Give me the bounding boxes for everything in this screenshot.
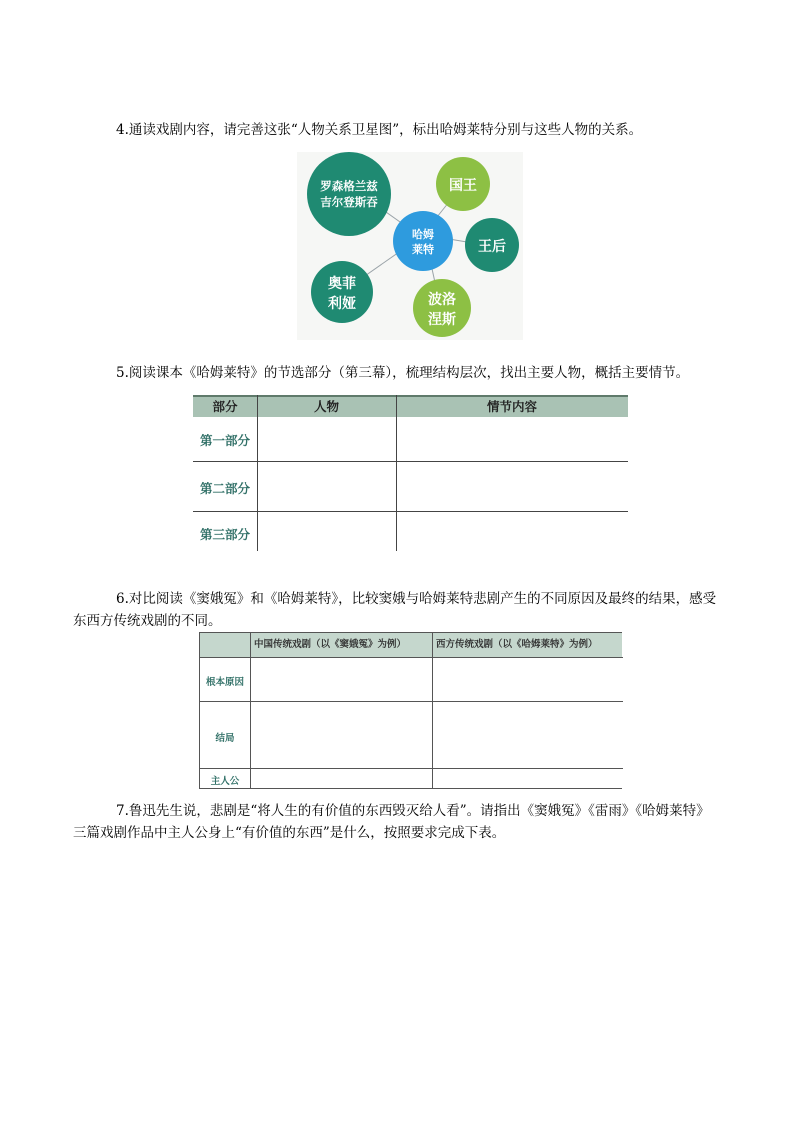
table1-header-part: 部分 — [193, 395, 257, 417]
question-5: 5.阅读课本《哈姆莱特》的节选部分（第三幕），梳理结构层次，找出主要人物，概括主要情节。 — [116, 365, 690, 381]
node-circle-0 — [307, 152, 391, 236]
node-rosencrantz-guildenstern — [307, 152, 391, 236]
question-6: 6.对比阅读《窦娥冤》和《哈姆莱特》，比较窦娥与哈姆莱特悲剧产生的不同原因及最终的结果，感受东西方传统戏剧的不同。 — [73, 591, 717, 629]
svg-text:奥菲: 奥菲 — [328, 276, 356, 292]
svg-text:利娅: 利娅 — [328, 296, 356, 312]
svg-text:涅斯: 涅斯 — [428, 312, 456, 328]
node-queen — [465, 218, 519, 272]
table2-header-western-drama: 西方传统戏剧（以《哈姆莱特》为例） — [432, 633, 622, 657]
svg-text:国王: 国王 — [449, 178, 477, 194]
table1-row-label: 第二部分 — [199, 481, 250, 496]
table1-row-label: 第一部分 — [199, 433, 250, 448]
table1-cell-characters-3[interactable] — [258, 512, 395, 551]
table2-cell-chinese-cause[interactable] — [251, 658, 431, 700]
question-4: 4.通读戏剧内容，请完善这张“人物关系卫星图”，标出哈姆莱特分别与这些人物的关系。 — [116, 122, 643, 138]
structure-table — [193, 395, 628, 551]
table1-header-characters: 人物 — [257, 395, 396, 417]
table1-cell-characters-1[interactable] — [258, 417, 395, 460]
table1-cell-plot-2[interactable] — [397, 462, 628, 510]
svg-text:莱特: 莱特 — [412, 243, 434, 256]
question-7: 7.鲁迅先生说，悲剧是“将人生的有价值的东西毁灭给人看”。请指出《窦娥冤》《雷雨》《哈姆莱特》三篇戏剧作品中主人公身上“有价值的东西”是什么，按照要求完成下表。 — [73, 803, 710, 841]
table2-cell-western-protagonist[interactable] — [433, 769, 622, 788]
svg-text:哈姆: 哈姆 — [412, 228, 434, 241]
table1-cell-plot-1[interactable] — [397, 417, 628, 460]
table2-header-blank — [200, 633, 250, 657]
table1-row-label: 第三部分 — [199, 527, 250, 542]
table2-cell-western-cause[interactable] — [433, 658, 622, 700]
table2-row-label: 主人公 — [210, 776, 240, 787]
table2-cell-chinese-ending[interactable] — [251, 702, 431, 767]
relationship-satellite-diagram — [297, 152, 523, 340]
table2-cell-western-ending[interactable] — [433, 702, 622, 767]
comparison-table — [199, 632, 622, 789]
node-polonius — [413, 279, 471, 337]
svg-text:罗森格兰兹: 罗森格兰兹 — [320, 179, 378, 193]
node-king — [436, 157, 490, 211]
node-ophelia — [311, 261, 373, 323]
table1-header-plot: 情节内容 — [396, 395, 628, 417]
table2-header-chinese-drama: 中国传统戏剧（以《窦娥冤》为例） — [250, 633, 432, 657]
table2-row-label: 结局 — [215, 733, 235, 744]
table2-row-label: 根本原因 — [205, 677, 244, 688]
table1-cell-characters-2[interactable] — [258, 462, 395, 510]
svg-text:波洛: 波洛 — [428, 292, 456, 308]
node-hamlet-center — [393, 211, 453, 271]
svg-text:吉尔登斯吞: 吉尔登斯吞 — [320, 195, 378, 209]
svg-text:王后: 王后 — [478, 239, 506, 255]
table2-cell-chinese-protagonist[interactable] — [251, 769, 431, 788]
table1-cell-plot-3[interactable] — [397, 512, 628, 551]
